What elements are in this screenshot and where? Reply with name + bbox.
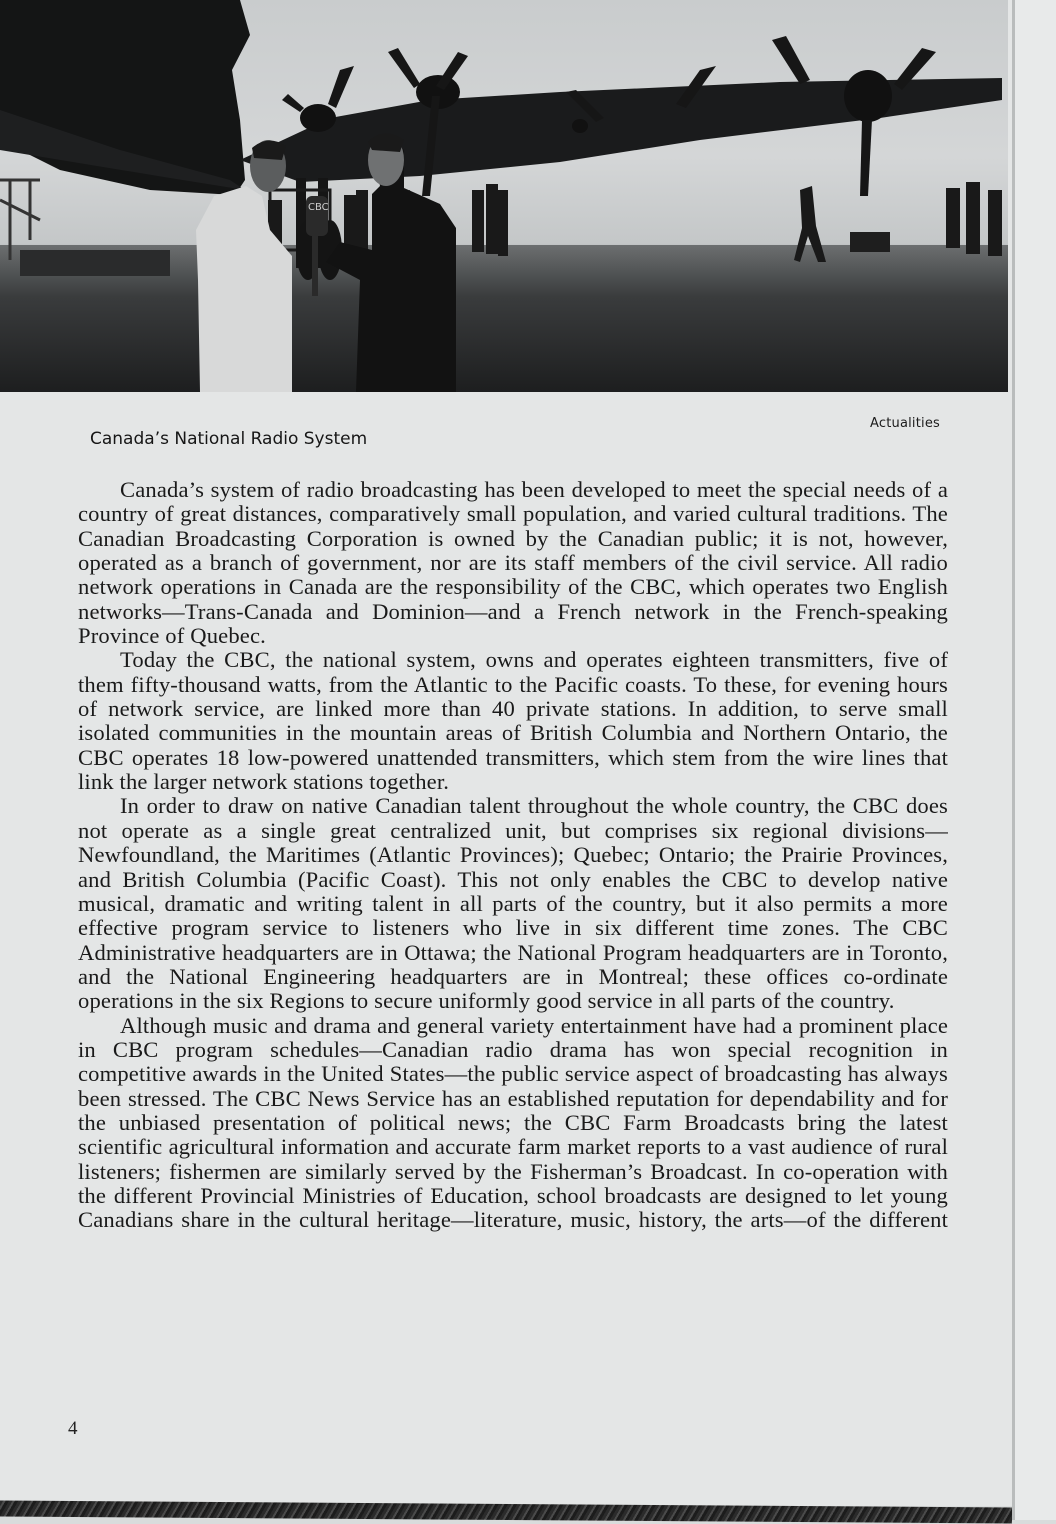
adjacent-page-edge — [1012, 0, 1056, 1520]
article-body — [78, 478, 948, 1233]
photo-illustration — [0, 0, 1008, 392]
page-number: 4 — [68, 1418, 78, 1439]
paragraph: Although music and drama and general variety entertainment have had a prominent place in CBC program schedules—Canadian radio drama has won special recognition in competitive awards in the United States—the public service aspect of broadcasting has always been stressed. The CBC News Service has an established reputation for dependability and for the unbiased presentation of political news; the CBC Farm Broadcasts bring the latest scientific agricultural information and accurate farm market reports to a vast audience of rural listeners; fishermen are similarly served by the Fisherman’s Broadcast. In co-operation with the different Provincial Ministries of Education, school broadcasts are designed to let young Canadians share in the cultural heritage—literature, music, history, the arts—of the different — [78, 1012, 948, 1233]
microphone-cbc-label: CBC — [308, 202, 329, 213]
running-head: Actualities — [870, 416, 941, 431]
section-title: Canada’s National Radio System — [90, 429, 368, 449]
paragraph: Canada’s system of radio broadcasting has been developed to meet the special needs of a country of great distances, comparatively small population, and varied cultural traditions. The Canadian Broadcasting Corporation is owned by the Canadian public; it is not, however, operated as a branch of government, nor are its staff members of the civil service. All radio network operations in Canada are the responsibility of the CBC, which operates two English networks—Trans-Canada and Dominion—and a French network in the French-speaking Province of Quebec. — [78, 477, 948, 649]
paragraph: In order to draw on native Canadian talent throughout the whole country, the CBC does not operate as a single great centralized unit, but comprises six regional divisions—Newfoundland, the Maritimes (Atlantic Provinces); Quebec; Ontario; the Prairie Provinces, and British Columbia (Pacific Coast). This not only enables the CBC to develop native musical, dramatic and writing talent in all parts of the country, but it also permits a more effective program service to listeners who live in six different time zones. The CBC Administrative headquarters are in Ottawa; the National Program headquarters are in Toronto, and the National Engineering headquarters are in Montreal; these offices co-ordinate operations in the six Regions to secure uniformly good service in all parts of the country. — [78, 793, 948, 1014]
hangar-interview-photo — [0, 0, 1008, 392]
paragraph: Today the CBC, the national system, owns and operates eighteen transmitters, five of them fifty-thousand watts, from the Atlantic to the Pacific coasts. To these, for evening hours of network service, are linked more than 40 private stations. In addition, to serve small isolated communities in the mountain areas of British Columbia and Northern Ontario, the CBC operates 18 low-powered unattended transmitters, which stem from the wire lines that link the larger network stations together. — [78, 647, 948, 795]
